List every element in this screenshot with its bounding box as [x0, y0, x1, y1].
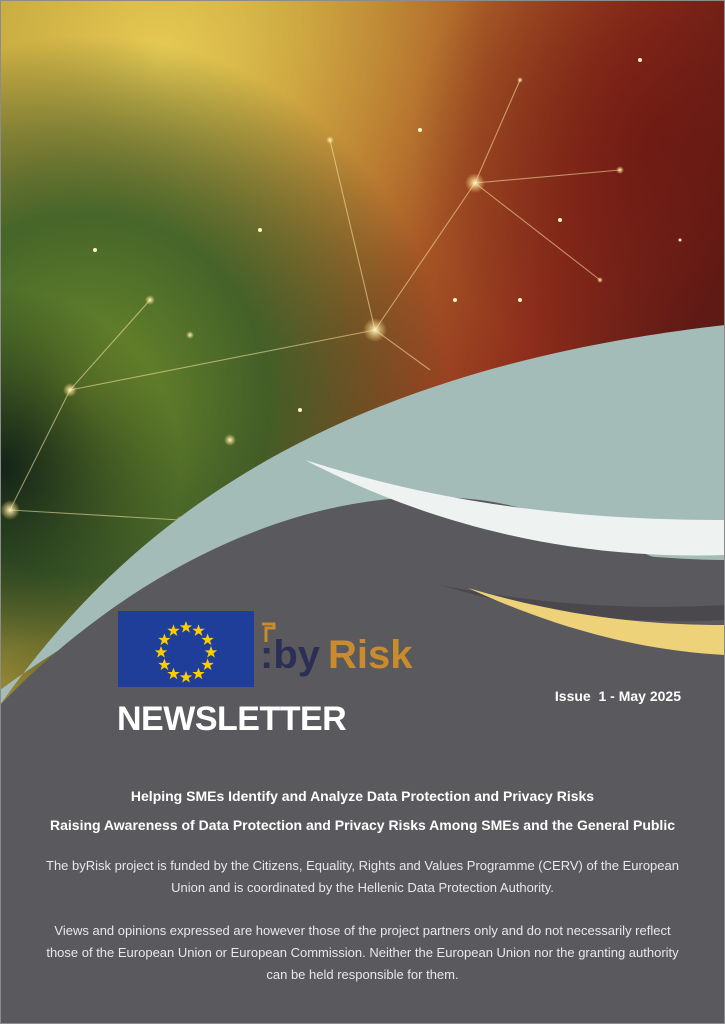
- issue-label: Issue 1 - May 2025: [554, 688, 681, 704]
- funding-statement: The byRisk project is funded by the Citizens, Equality, Rights and Values Programme (CERV) of the European Union and is coordinated by the Hellenic Data Protection Authority.: [46, 858, 679, 895]
- subtitle-line-2: Raising Awareness of Data Protection and Privacy Risks Among SMEs and the General Public: [50, 817, 675, 833]
- subtitle-block: [0, 782, 725, 840]
- eu-flag-icon: [118, 611, 254, 687]
- logo-suffix: Risk: [328, 633, 413, 677]
- byrisk-logo: [260, 616, 420, 680]
- newsletter-title: NEWSLETTER: [117, 700, 347, 738]
- disclaimer: Views and opinions expressed are however those of the project partners only and do not necessarily reflect those of the European Union or European Commission. Neither the European Union nor the granting authority can be held responsible for them.: [46, 923, 679, 982]
- logo-prefix: :by: [260, 633, 320, 677]
- subtitle-line-1: Helping SMEs Identify and Analyze Data Protection and Privacy Risks: [130, 788, 595, 804]
